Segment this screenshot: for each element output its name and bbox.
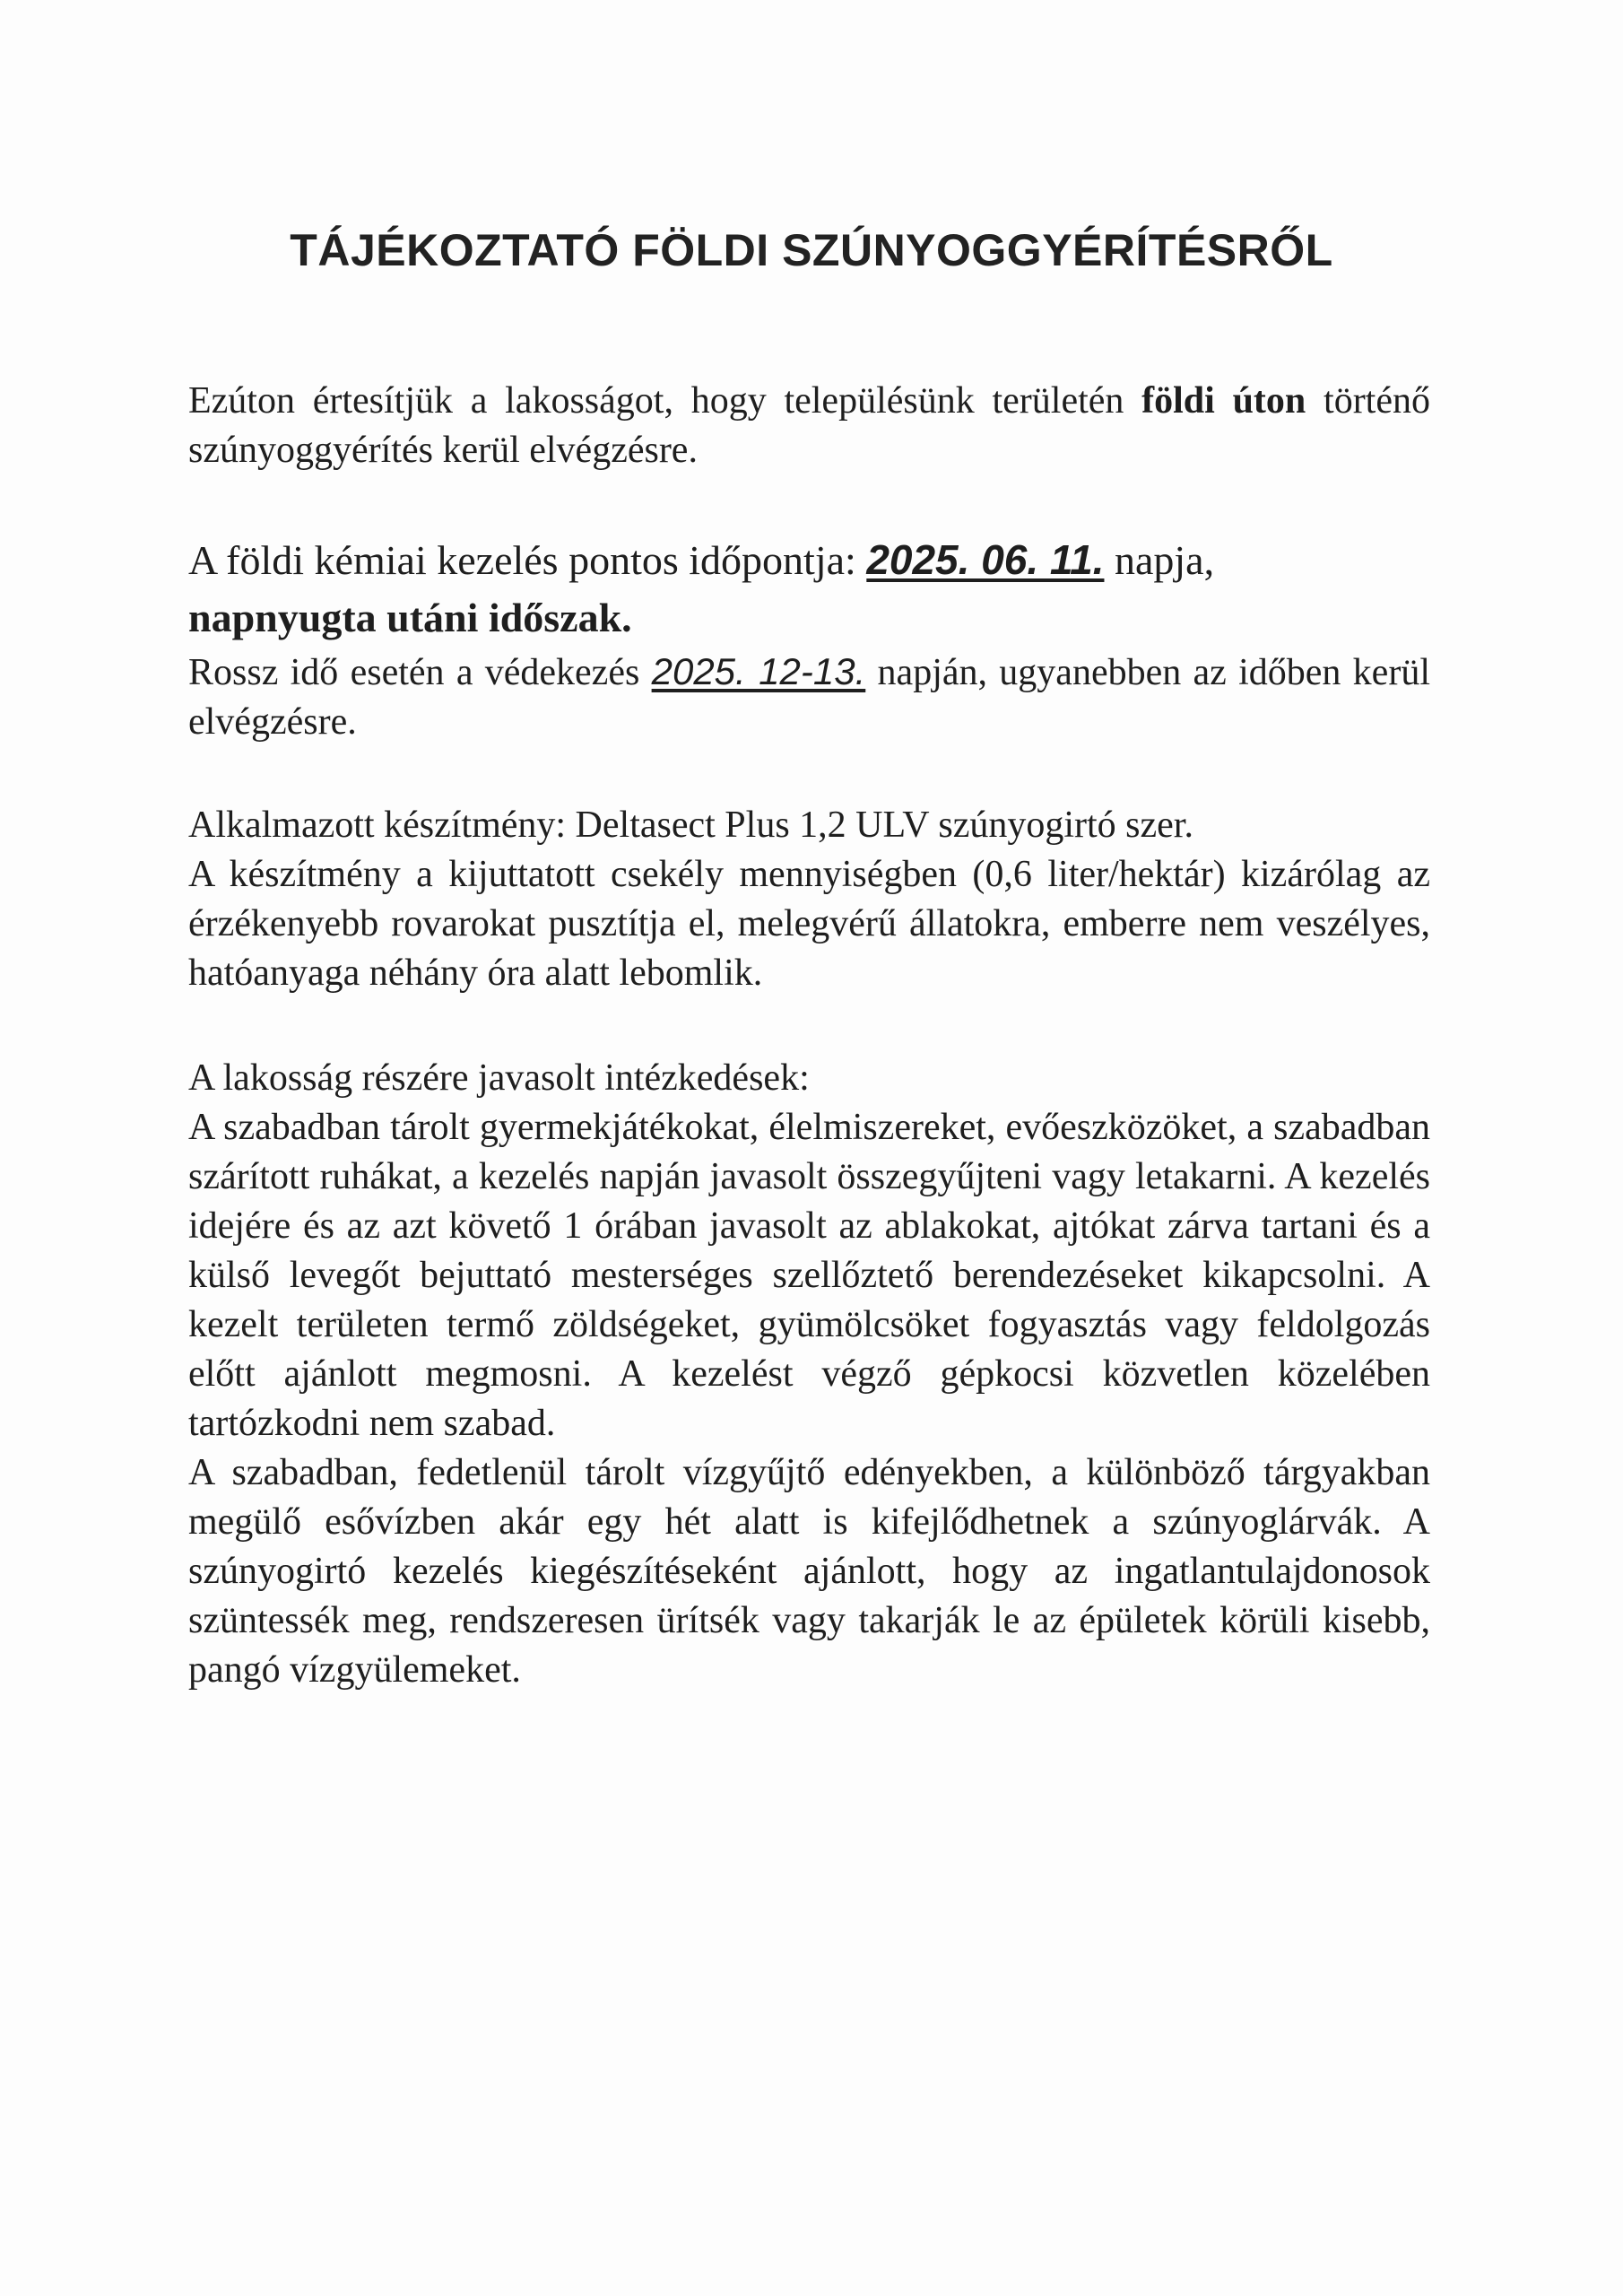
document-body (188, 377, 1430, 1695)
measures-heading: A lakosság részére javasolt intézkedések: (188, 1057, 810, 1099)
document-title: TÁJÉKOZTATÓ FÖLDI SZÚNYOGGYÉRÍTÉSRŐL (290, 225, 1333, 275)
measures-paragraph-2: A szabadban, fedetlenül tárolt vízgyűjtő edényekben, a különböző tárgyakban megülő esővízben akár egy hét alatt is kifejlődhetnek a szúnyoglárvák. A szúnyogirtó kezelés kiegészítéseként ajánlott, hogy az ingatlantulajdonosok szüntessék meg, rendszeresen ürítsék vagy takarják le az épületek körüli kisebb, pangó vízgyülemeket. (188, 1452, 1430, 1691)
rain-text-after: napján, ugyanebben az időben kerül elvégzésre. (188, 652, 1430, 743)
schedule-time-of-day: napnyugta utáni időszak. (188, 595, 632, 640)
schedule-text-before: A földi kémiai kezelés pontos időpontja: (188, 537, 867, 583)
measures-paragraph-1: A szabadban tárolt gyermekjátékokat, élelmiszereket, evőeszközöket, a szabadban szárított ruhákat, a kezelés napján javasolt összegyűjteni vagy letakarni. A kezelés idejére és az azt követő 1 órában javasolt az ablakokat, ajtókat zárva tartani és a külső levegőt bejuttató mesterséges szellőztető berendezéseket kikapcsolni. A kezelt területen termő zöldségeket, gyümölcsöket fogyasztás vagy feldolgozás előtt ajánlott megmosni. A kezelést végző gépkocsi közvetlen közelében tartózkodni nem szabad. (188, 1107, 1430, 1444)
product-line: Alkalmazott készítmény: Deltasect Plus 1,2 ULV szúnyogirtó szer. (188, 804, 1193, 846)
rain-paragraph (188, 647, 1430, 747)
schedule-paragraph (188, 531, 1430, 647)
intro-paragraph (188, 377, 1430, 475)
rain-date: 2025. 12-13. (651, 650, 866, 692)
rain-text-before: Rossz idő esetén a védekezés (188, 652, 652, 693)
intro-text-after: történő szúnyoggyérítés kerül elvégzésre. (188, 380, 1430, 471)
schedule-text-after: napja, (1104, 537, 1215, 583)
product-description: A készítmény a kijuttatott csekély mennyiségben (0,6 liter/hektár) kizárólag az érzékenyebb rovarokat pusztítja el, melegvérű állatokra, emberre nem veszélyes, hatóanyaga néhány óra alatt lebomlik. (188, 854, 1430, 994)
intro-text-before: Ezúton értesítjük a lakosságot, hogy településünk területén (188, 380, 1142, 422)
treatment-date: 2025. 06. 11. (866, 536, 1105, 583)
intro-bold-text: földi úton (1141, 380, 1306, 422)
